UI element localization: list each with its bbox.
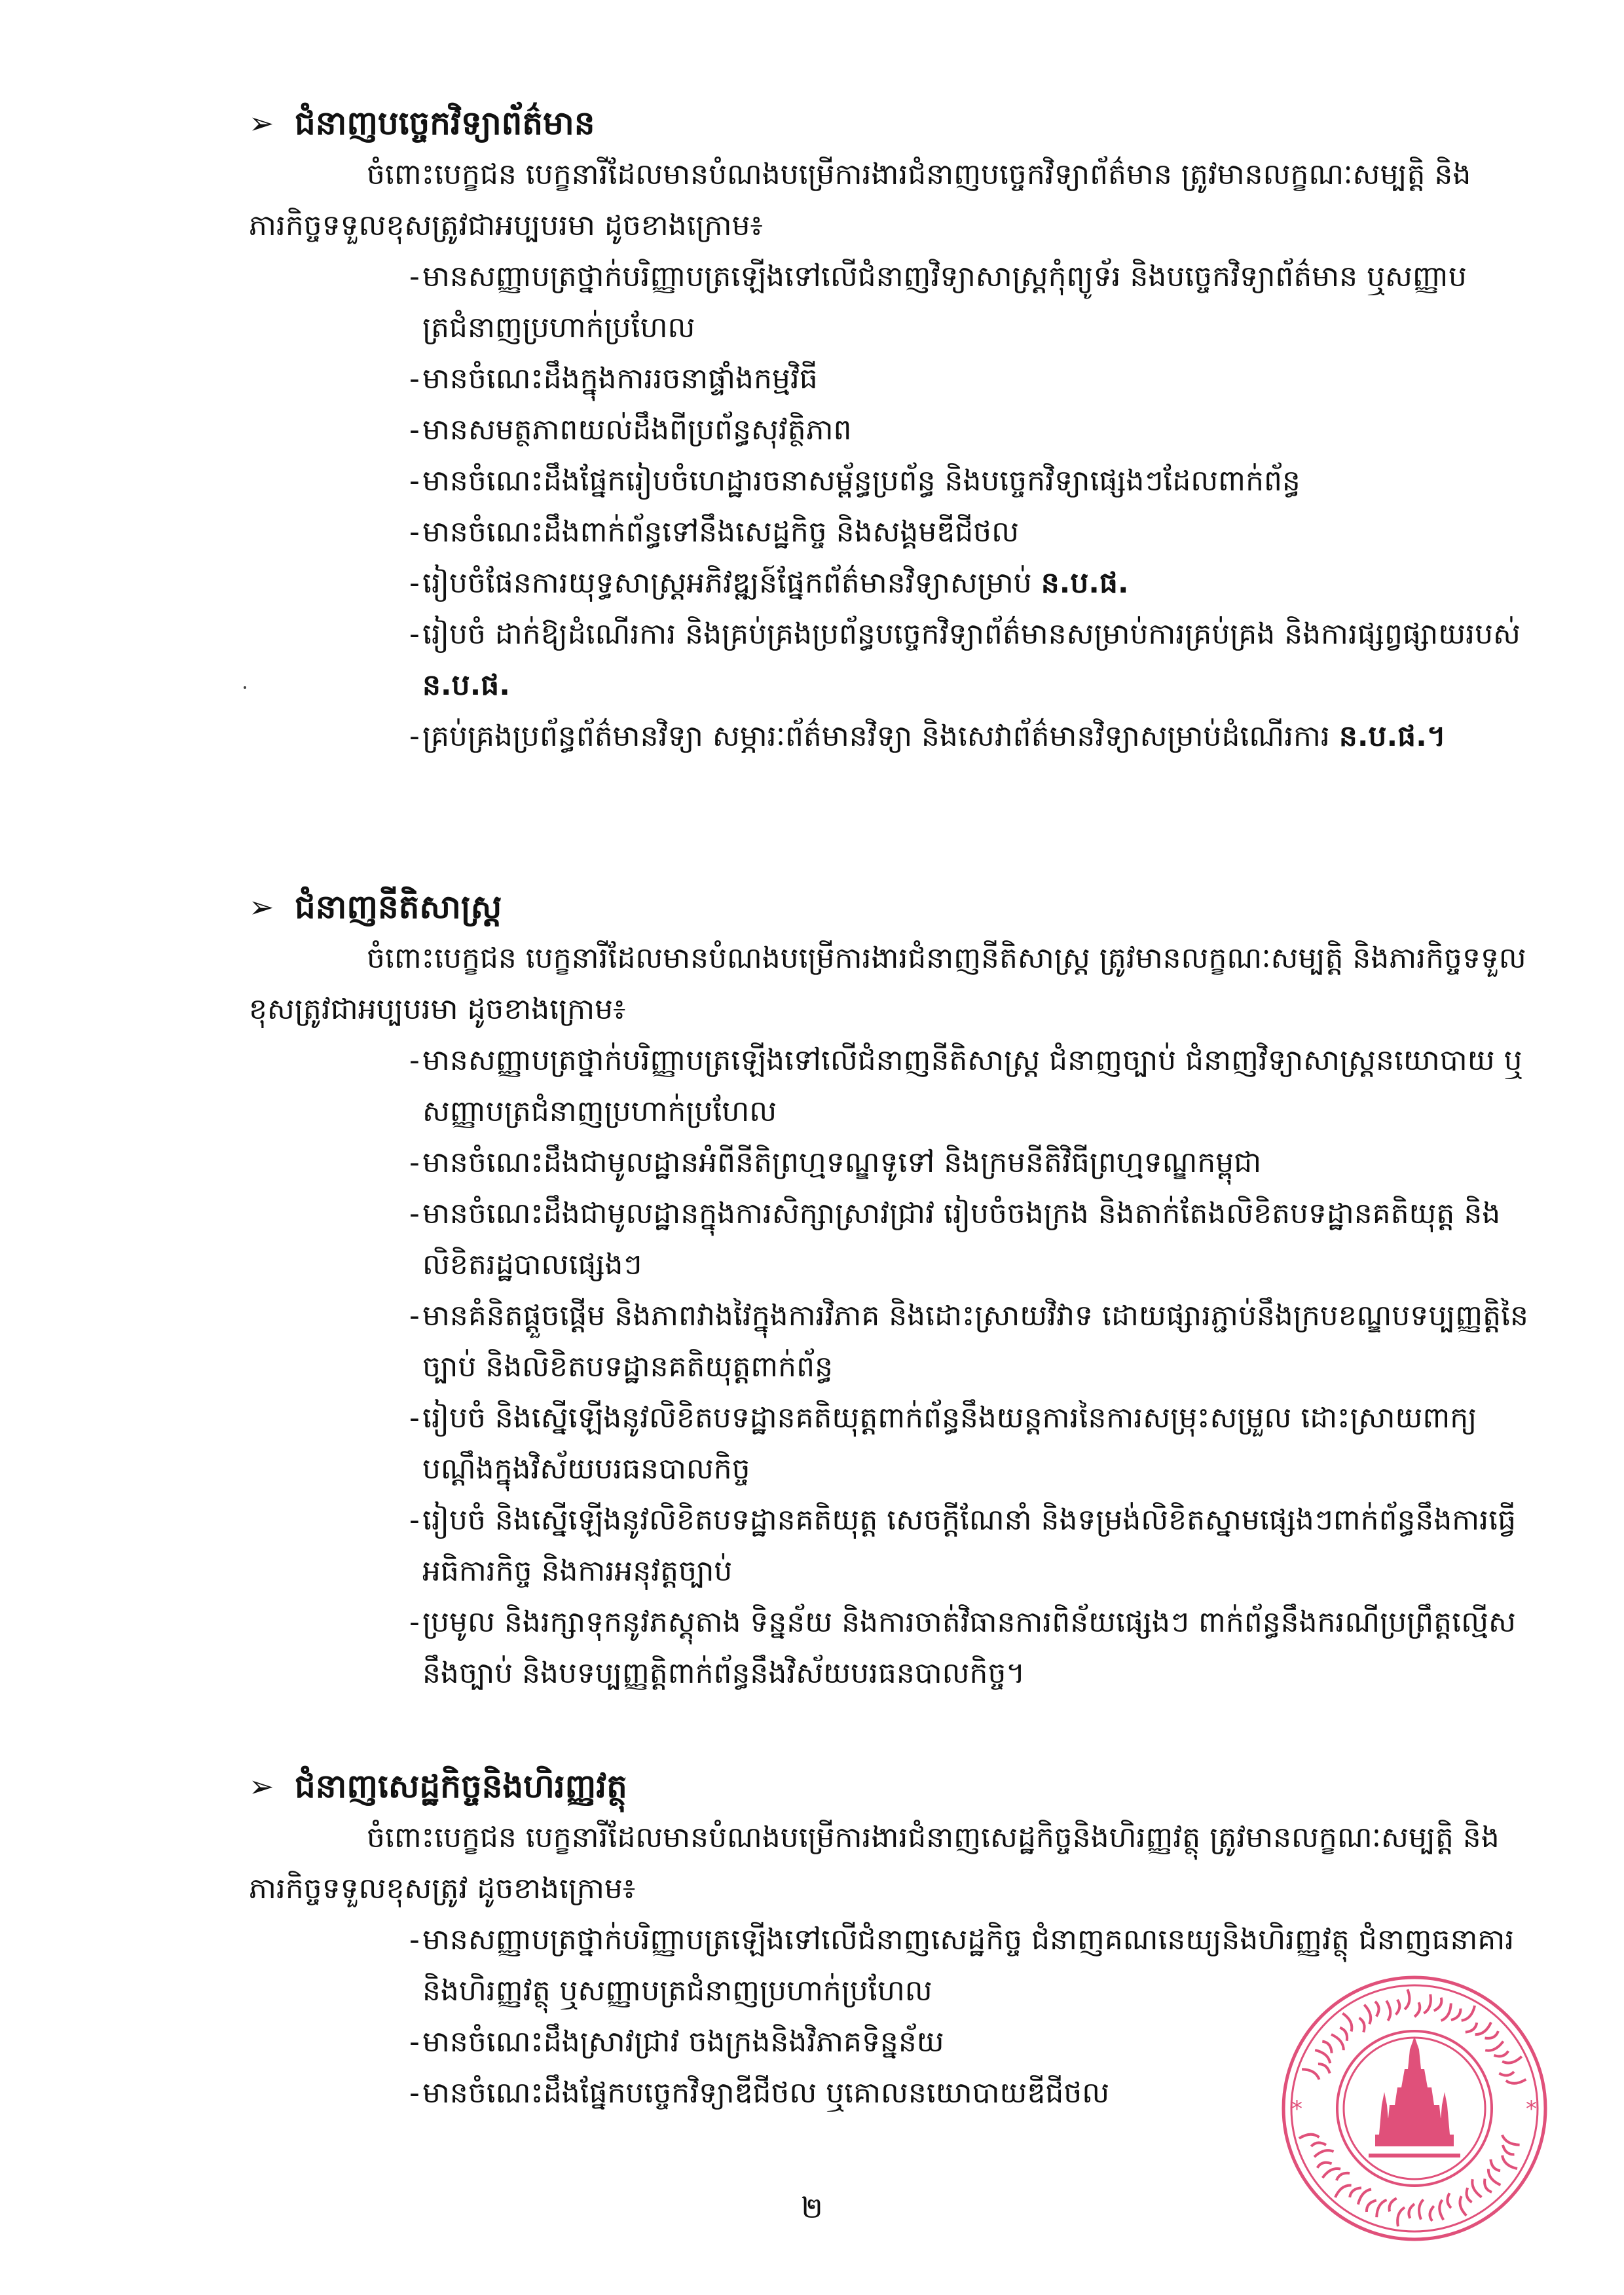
seal-ring-glyph	[1376, 2200, 1386, 2218]
requirement-list	[249, 251, 1532, 762]
seal-ring-glyph	[1485, 2179, 1492, 2192]
seal-ring-glyph	[1396, 2000, 1400, 2015]
seal-ring-glyph	[1340, 2028, 1347, 2041]
list-item: - រៀបចំ ដាក់ឱ្យដំណើរការ និងគ្រប់គ្រងប្រព័ន្ធបច្ចេកវិទ្យាព័ត៌មានសម្រាប់ការគ្រប់គ្រង និងការផ្សព្វផ្សាយរបស់ ន.ប.ផ.	[249, 609, 1532, 711]
seal-ring-glyph	[1364, 2005, 1371, 2025]
seal-ring-glyph	[1430, 2206, 1434, 2221]
page-number: ២	[801, 2192, 823, 2225]
arrow-bullet-icon: ➢	[249, 1769, 274, 1804]
seal-ring-glyph	[1506, 2080, 1526, 2084]
section-heading	[249, 97, 1532, 149]
seal-ring-glyph	[1472, 2179, 1481, 2197]
section-title: ជំនាញនីតិសាស្ត្រ	[295, 888, 502, 926]
seal-ring-glyph	[1409, 2204, 1414, 2218]
seal-ring-glyph	[1424, 1994, 1431, 2013]
list-item: - មានសញ្ញាបត្រថ្នាក់បរិញ្ញាបត្រឡើងទៅលើជំនាញវិទ្យាសាស្ត្រកុំព្យូទ័រ និងបច្ចេកវិទ្យាព័ត៌មាន ឬសញ្ញាបត្រជំនាញប្រហាក់ប្រហែល	[249, 251, 1532, 354]
seal-ring-glyph	[1441, 2003, 1451, 2021]
seal-ring-glyph	[1447, 2193, 1451, 2208]
list-item: - រៀបចំ និងស្នើឡើងនូវលិខិតបទដ្ឋានគតិយុត្ត សេចក្តីណែនាំ និងទម្រង់លិខិតស្នាមផ្សេងៗពាក់ព័ន្ធនឹងការធ្វើអធិការកិច្ច និងការអនុវត្តច្បាប់	[249, 1495, 1532, 1597]
abbreviation: ន.ប.ផ.	[422, 669, 510, 702]
list-item: - ប្រមូល និងរក្សាទុកនូវភស្តុតាង ទិន្នន័យ និងការចាត់វិធានការពិន័យផ្សេងៗ ពាក់ព័ន្ធនឹងករណីប្រព្រឹត្តល្មើសនឹងច្បាប់ និងបទប្បញ្ញត្តិពាក់ព័ន្ធនឹងវិស័យបរធនបាលកិច្ច។	[249, 1597, 1532, 1699]
list-item: - មានចំណេះដឹងពាក់ព័ន្ធទៅនឹងសេដ្ឋកិច្ច និងសង្គមឌីជីថល	[249, 507, 1532, 558]
scan-speck	[244, 686, 246, 689]
seal-ring-glyph	[1375, 2002, 1379, 2017]
list-item: - មានសមត្ថភាពយល់ដឹងពីប្រព័ន្ធសុវត្ថិភាព	[249, 405, 1532, 456]
seal-ring-glyph	[1318, 2064, 1330, 2073]
seal-ring-glyph	[1419, 2199, 1424, 2219]
seal-ring-glyph	[1315, 2050, 1330, 2063]
seal-ring-glyph	[1503, 2145, 1515, 2155]
abbreviation: ន.ប.ផ.	[1041, 566, 1129, 600]
list-item: - រៀបចំ និងស្នើឡើងនូវលិខិតបទដ្ឋានគតិយុត្តពាក់ព័ន្ធនឹងយន្តការនៃការសម្រុះសម្រួល ដោះស្រាយពាក្យបណ្តឹងក្នុងវិស័យបរធនបាលកិច្ច	[249, 1393, 1532, 1495]
section-heading	[249, 881, 1532, 933]
section-law	[249, 881, 1532, 1699]
list-item: - មានចំណេះដឹងស្រាវជ្រាវ ចងក្រងនិងវិភាគទិន្នន័យ	[249, 2017, 1532, 2068]
list-item: - មានសញ្ញាបត្រថ្នាក់បរិញ្ញាបត្រឡើងទៅលើជំនាញនីតិសាស្ត្រ ជំនាញច្បាប់ ជំនាញវិទ្យាសាស្ត្រនយោបាយ ឬសញ្ញាបត្រជំនាញប្រហាក់ប្រហែល	[249, 1035, 1532, 1137]
seal-ring-glyph	[1358, 2190, 1371, 2205]
section-intro: ចំពោះបេក្ខជន បេក្ខនារីដែលមានបំណងបម្រើការងារជំនាញនីតិសាស្ត្រ ត្រូវមានលក្ខណៈសម្បត្តិ និងភារកិច្ចទទួលខុសត្រូវជាអប្បបរមា ដូចខាងក្រោម៖	[249, 942, 1526, 1026]
section-title: ជំនាញបច្ចេកវិទ្យាព័ត៌មាន	[295, 104, 595, 142]
svg-text:*: *	[1526, 2096, 1537, 2122]
seal-ring-glyph	[1460, 2196, 1466, 2216]
section-intro: ចំពោះបេក្ខជន បេក្ខនារីដែលមានបំណងបម្រើការងារជំនាញបច្ចេកវិទ្យាព័ត៌មាន ត្រូវមានលក្ខណៈសម្បត្តិ និងភារកិច្ចទទួលខុសត្រូវជាអប្បបរមា ដូចខាងក្រោម៖	[249, 158, 1471, 242]
seal-ring-glyph	[1434, 1998, 1442, 2011]
seal-ring-glyph	[1467, 2188, 1472, 2202]
section-it	[249, 97, 1532, 762]
list-item: - មានគំនិតផ្តួចផ្តើម និងភាពវាងវៃក្នុងការវិភាគ និងដោះស្រាយវិវាទ ដោយផ្សារភ្ជាប់នឹងក្របខណ្ឌបទប្បញ្ញត្តិនៃច្បាប់ និងលិខិតបទដ្ឋានគតិយុត្តពាក់ព័ន្ធ	[249, 1291, 1532, 1393]
seal-ring-glyph	[1494, 2051, 1508, 2056]
seal-ring-glyph	[1311, 2142, 1326, 2146]
seal-ring-glyph	[1499, 2072, 1514, 2076]
seal-ring-glyph	[1390, 2198, 1397, 2211]
list-item: - គ្រប់គ្រងប្រព័ន្ធព័ត៌មានវិទ្យា សម្ភារៈព័ត៌មានវិទ្យា និងសេវាព័ត៌មានវិទ្យាសម្រាប់ដំណើរការ ន.ប.ផ.។	[249, 711, 1532, 762]
seal-ring-glyph	[1414, 2002, 1420, 2017]
list-item: - មានចំណេះដឹងជាមូលដ្ឋានក្នុងការសិក្សាស្រាវជ្រាវ រៀបចំចងក្រង និងតាក់តែងលិខិតបទដ្ឋានគតិយុត្ត និងលិខិតរដ្ឋបាលផ្សេងៗ	[249, 1188, 1532, 1291]
seal-ring-glyph	[1337, 2173, 1350, 2180]
section-title: ជំនាញសេដ្ឋកិច្ចនិងហិរញ្ញវត្ថុ	[295, 1767, 627, 1805]
seal-ring-glyph	[1314, 2150, 1334, 2157]
list-item: - មានចំណេះដឹងផ្នែករៀបចំហេដ្ឋារចនាសម្ព័ន្ធប្រព័ន្ធ និងបច្ចេកវិទ្យាផ្សេងៗដែលពាក់ព័ន្ធ	[249, 456, 1532, 507]
list-item: - រៀបចំផែនការយុទ្ធសាស្ត្រអភិវឌ្ឍន៍ផ្នែកព័ត៌មានវិទ្យាសម្រាប់ ន.ប.ផ.	[249, 558, 1532, 609]
seal-ring-glyph	[1322, 2042, 1331, 2053]
list-item: - មានចំណេះដឹងក្នុងការរចនាផ្ទាំងកម្មវិធី	[249, 354, 1532, 405]
list-item: - មានសញ្ញាបត្រថ្នាក់បរិញ្ញាបត្រឡើងទៅលើជំនាញសេដ្ឋកិច្ច ជំនាញគណនេយ្យនិងហិរញ្ញវត្ថុ ជំនាញធនាគារនិងហិរញ្ញវត្ថុ ឬសញ្ញាបត្រជំនាញប្រហាក់ប្រហែល	[249, 1915, 1532, 2017]
seal-ring-glyph	[1502, 2156, 1517, 2169]
seal-ring-glyph	[1502, 2057, 1522, 2063]
seal-ring-glyph	[1451, 2009, 1461, 2021]
seal-ring-glyph	[1485, 2031, 1498, 2038]
requirement-list	[249, 1035, 1532, 1699]
official-seal-stamp	[1277, 1971, 1552, 2246]
section-heading	[249, 1760, 1532, 1812]
seal-ring-glyph	[1318, 2163, 1332, 2168]
seal-ring-glyph	[1405, 1989, 1409, 2009]
seal-ring-glyph	[1350, 2188, 1361, 2197]
list-item: - មានចំណេះដឹងជាមូលដ្ឋានអំពីនីតិព្រហ្មទណ្ឌទូទៅ និងក្រមនីតិវិធីព្រហ្មទណ្ឌកម្ពុជា	[249, 1137, 1532, 1188]
list-item: - មានចំណេះដឹងផ្នែកបច្ចេកវិទ្យាឌីជីថល ឬគោលនយោបាយឌីជីថល	[249, 2068, 1532, 2119]
arrow-bullet-icon: ➢	[249, 889, 274, 925]
seal-ring-glyph	[1485, 2042, 1503, 2051]
seal-ring-glyph	[1331, 2034, 1344, 2050]
section-intro: ចំពោះបេក្ខជន បេក្ខនារីដែលមានបំណងបម្រើការងារជំនាញសេដ្ឋកិច្ចនិងហិរញ្ញវត្ថុ ត្រូវមានលក្ខណៈសម្បត្តិ និងភារកិច្ចទទួលខុសត្រូវ ដូចខាងក្រោម៖	[249, 1821, 1500, 1905]
svg-text:*: *	[1291, 2096, 1302, 2122]
seal-ring-glyph	[1302, 2069, 1319, 2080]
seal-ring-glyph	[1462, 2006, 1475, 2021]
seal-ring-glyph	[1299, 2135, 1320, 2139]
seal-ring-glyph	[1490, 2159, 1500, 2171]
seal-ring-glyph	[1397, 2207, 1405, 2226]
seal-ring-glyph	[1359, 2018, 1365, 2032]
seal-ring-glyph	[1367, 2200, 1376, 2212]
abbreviation: ន.ប.ផ.។	[1338, 720, 1446, 753]
seal-ring-glyph	[1386, 2001, 1390, 2021]
seal-ring-glyph	[1466, 2023, 1477, 2032]
arrow-bullet-icon: ➢	[249, 105, 274, 141]
seal-ring-glyph	[1502, 2135, 1520, 2145]
seal-ring-glyph	[1439, 2200, 1443, 2220]
